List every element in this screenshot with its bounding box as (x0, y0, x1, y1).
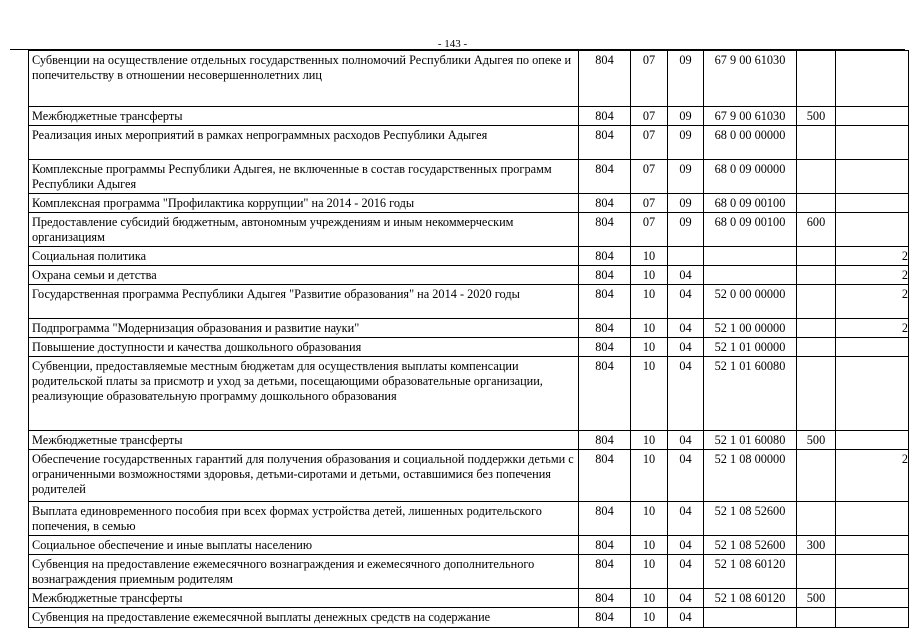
row-subsection-code: 04 (668, 357, 704, 431)
row-ved-code: 804 (579, 194, 631, 213)
row-target-article (704, 608, 797, 628)
row-subsection-code: 04 (668, 555, 704, 589)
row-subsection-code: 04 (668, 536, 704, 555)
row-expense-type (797, 319, 836, 338)
row-ved-code: 804 (579, 450, 631, 502)
row-amount: 2 (836, 266, 909, 285)
row-section-code: 10 (631, 431, 668, 450)
row-amount (836, 194, 909, 213)
row-section-code: 07 (631, 194, 668, 213)
row-subsection-code: 04 (668, 319, 704, 338)
row-section-code: 10 (631, 338, 668, 357)
table-row (29, 450, 909, 502)
row-expense-type: 500 (797, 107, 836, 126)
row-subsection-code: 09 (668, 51, 704, 107)
row-subsection-code: 04 (668, 589, 704, 608)
row-ved-code: 804 (579, 589, 631, 608)
row-amount (836, 589, 909, 608)
row-expense-type (797, 555, 836, 589)
row-section-code: 07 (631, 126, 668, 160)
table-row (29, 194, 909, 213)
row-amount (836, 555, 909, 589)
row-subsection-code: 04 (668, 338, 704, 357)
row-ved-code: 804 (579, 431, 631, 450)
page-number: - 143 - (437, 38, 468, 50)
row-name: Повышение доступности и качества дошкольного образования (29, 338, 579, 357)
row-ved-code: 804 (579, 213, 631, 247)
row-name: Подпрограмма "Модернизация образования и развитие науки" (29, 319, 579, 338)
row-section-code: 10 (631, 555, 668, 589)
row-subsection-code: 09 (668, 160, 704, 194)
table-row (29, 285, 909, 319)
row-section-code: 10 (631, 247, 668, 266)
row-ved-code: 804 (579, 338, 631, 357)
row-subsection-code: 09 (668, 194, 704, 213)
row-name: Субвенции, предоставляемые местным бюджетам для осуществления выплаты компенсации родительской платы за присмотр и уход за детьми, посещающими образовательные организации, реализующие образовательную программу дошкольного образования (29, 357, 579, 431)
row-section-code: 10 (631, 285, 668, 319)
row-ved-code: 804 (579, 357, 631, 431)
row-target-article: 52 1 08 52600 (704, 536, 797, 555)
row-expense-type (797, 450, 836, 502)
table-row (29, 213, 909, 247)
table-row (29, 589, 909, 608)
table-row (29, 431, 909, 450)
row-subsection-code: 09 (668, 107, 704, 126)
row-name: Субвенция на предоставление ежемесячной выплаты денежных средств на содержание (29, 608, 579, 628)
row-target-article: 52 1 00 00000 (704, 319, 797, 338)
row-target-article: 52 0 00 00000 (704, 285, 797, 319)
row-expense-type (797, 338, 836, 357)
row-amount (836, 357, 909, 431)
table-row (29, 502, 909, 536)
row-amount: 2 (836, 285, 909, 319)
row-target-article: 52 1 01 00000 (704, 338, 797, 357)
row-amount: 2 (836, 319, 909, 338)
row-section-code: 07 (631, 107, 668, 126)
row-ved-code: 804 (579, 319, 631, 338)
row-ved-code: 804 (579, 502, 631, 536)
row-amount (836, 338, 909, 357)
table-row (29, 357, 909, 431)
row-amount (836, 51, 909, 107)
table-row (29, 338, 909, 357)
row-target-article: 52 1 08 60120 (704, 555, 797, 589)
row-amount (836, 107, 909, 126)
row-section-code: 07 (631, 213, 668, 247)
row-target-article: 68 0 09 00000 (704, 160, 797, 194)
row-expense-type (797, 160, 836, 194)
row-amount (836, 160, 909, 194)
row-subsection-code: 04 (668, 431, 704, 450)
row-subsection-code: 04 (668, 450, 704, 502)
row-section-code: 07 (631, 51, 668, 107)
row-name: Реализация иных мероприятий в рамках непрограммных расходов Республики Адыгея (29, 126, 579, 160)
row-section-code: 10 (631, 319, 668, 338)
row-subsection-code: 04 (668, 266, 704, 285)
row-subsection-code: 04 (668, 502, 704, 536)
row-name: Социальная политика (29, 247, 579, 266)
row-name: Охрана семьи и детства (29, 266, 579, 285)
row-name: Межбюджетные трансферты (29, 431, 579, 450)
row-name: Комплексные программы Республики Адыгея, не включенные в состав государственных программ Республики Адыгея (29, 160, 579, 194)
row-target-article: 52 1 08 52600 (704, 502, 797, 536)
row-target-article: 67 9 00 61030 (704, 107, 797, 126)
row-ved-code: 804 (579, 555, 631, 589)
row-ved-code: 804 (579, 536, 631, 555)
table-row (29, 319, 909, 338)
row-name: Межбюджетные трансферты (29, 107, 579, 126)
table-row (29, 51, 909, 107)
table-row (29, 266, 909, 285)
row-target-article: 68 0 09 00100 (704, 213, 797, 247)
row-amount (836, 126, 909, 160)
row-expense-type (797, 194, 836, 213)
row-subsection-code (668, 247, 704, 266)
row-expense-type (797, 126, 836, 160)
row-expense-type (797, 357, 836, 431)
row-ved-code: 804 (579, 160, 631, 194)
row-name: Обеспечение государственных гарантий для получения образования и социальной поддержки детьми с ограниченными возможностями здоровья, детьми-сиротами и детьми, оставшимися без попечения родителей (29, 450, 579, 502)
row-amount (836, 431, 909, 450)
row-target-article: 52 1 08 00000 (704, 450, 797, 502)
table-row (29, 555, 909, 589)
row-name: Комплексная программа "Профилактика коррупции" на 2014 - 2016 годы (29, 194, 579, 213)
row-expense-type (797, 51, 836, 107)
row-expense-type (797, 285, 836, 319)
row-expense-type (797, 608, 836, 628)
table-row (29, 247, 909, 266)
row-name: Предоставление субсидий бюджетным, автономным учреждениям и иным некоммерческим организациям (29, 213, 579, 247)
row-amount (836, 608, 909, 628)
row-target-article: 52 1 01 60080 (704, 431, 797, 450)
budget-table-container (28, 50, 908, 640)
row-amount: 2 (836, 450, 909, 502)
row-section-code: 10 (631, 536, 668, 555)
row-section-code: 10 (631, 450, 668, 502)
row-expense-type (797, 266, 836, 285)
row-target-article: 68 0 00 00000 (704, 126, 797, 160)
row-section-code: 07 (631, 160, 668, 194)
budget-table-body (29, 51, 909, 628)
row-amount (836, 502, 909, 536)
table-row (29, 107, 909, 126)
row-expense-type: 600 (797, 213, 836, 247)
row-section-code: 10 (631, 608, 668, 628)
row-name: Социальное обеспечение и иные выплаты населению (29, 536, 579, 555)
row-section-code: 10 (631, 502, 668, 536)
row-target-article (704, 247, 797, 266)
row-ved-code: 804 (579, 266, 631, 285)
row-section-code: 10 (631, 589, 668, 608)
row-expense-type: 300 (797, 536, 836, 555)
row-subsection-code: 04 (668, 608, 704, 628)
row-ved-code: 804 (579, 247, 631, 266)
row-expense-type (797, 502, 836, 536)
row-ved-code: 804 (579, 51, 631, 107)
table-row (29, 608, 909, 628)
row-target-article: 52 1 01 60080 (704, 357, 797, 431)
row-target-article: 68 0 09 00100 (704, 194, 797, 213)
row-section-code: 10 (631, 357, 668, 431)
row-name: Субвенции на осуществление отдельных государственных полномочий Республики Адыгея по опеке и попечительству в отношении несовершеннолетних лиц (29, 51, 579, 107)
row-name: Субвенция на предоставление ежемесячного вознаграждения и ежемесячного дополнительного вознаграждения приемным родителям (29, 555, 579, 589)
row-target-article: 52 1 08 60120 (704, 589, 797, 608)
row-name: Выплата единовременного пособия при всех формах устройства детей, лишенных родительского попечения, в семью (29, 502, 579, 536)
row-name: Межбюджетные трансферты (29, 589, 579, 608)
row-subsection-code: 04 (668, 285, 704, 319)
row-subsection-code: 09 (668, 213, 704, 247)
row-expense-type: 500 (797, 431, 836, 450)
row-expense-type (797, 247, 836, 266)
table-row (29, 536, 909, 555)
row-amount (836, 213, 909, 247)
row-ved-code: 804 (579, 608, 631, 628)
row-name: Государственная программа Республики Адыгея "Развитие образования" на 2014 - 2020 годы (29, 285, 579, 319)
row-subsection-code: 09 (668, 126, 704, 160)
row-ved-code: 804 (579, 107, 631, 126)
row-expense-type: 500 (797, 589, 836, 608)
table-row (29, 126, 909, 160)
row-ved-code: 804 (579, 126, 631, 160)
row-target-article: 67 9 00 61030 (704, 51, 797, 107)
row-target-article (704, 266, 797, 285)
budget-table (28, 50, 909, 628)
row-ved-code: 804 (579, 285, 631, 319)
row-amount: 2 (836, 247, 909, 266)
row-section-code: 10 (631, 266, 668, 285)
table-row (29, 160, 909, 194)
row-amount (836, 536, 909, 555)
